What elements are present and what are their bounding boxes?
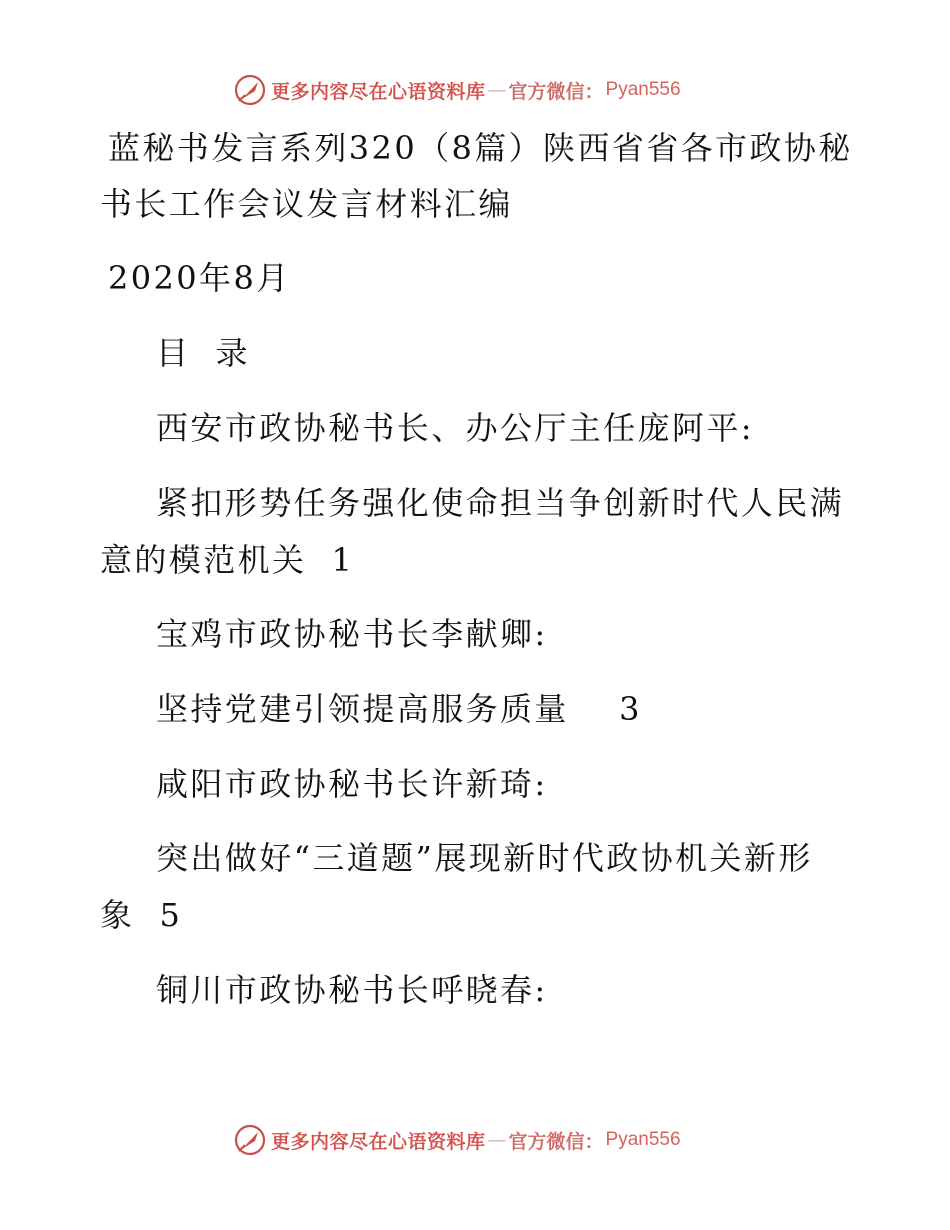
toc-entry-title: 紧扣形势任务强化使命担当争创新时代人民满	[156, 484, 845, 522]
quill-logo-icon	[233, 73, 267, 107]
banner-wechat-label: 官方微信：	[508, 1130, 604, 1153]
doc-title-line2: 书长工作会议发言材料汇编	[100, 185, 513, 223]
toc-entry-title-cont: 象 5	[100, 896, 183, 934]
doc-date: 2020年8月	[108, 259, 291, 297]
toc-speaker: 西安市政协秘书长、办公厅主任庞阿平:	[156, 409, 754, 447]
toc-entry-title: 坚持党建引领提高服务质量 3	[156, 690, 642, 728]
toc-speaker: 咸阳市政协秘书长许新琦:	[156, 765, 548, 803]
watermark-banner-top	[233, 73, 681, 107]
toc-entry-title-cont: 意的模范机关 1	[100, 541, 355, 579]
watermark-banner-bottom	[233, 1123, 681, 1157]
quill-logo-icon	[233, 1123, 267, 1157]
banner-dash: —	[487, 79, 507, 101]
toc-heading: 目 录	[156, 334, 250, 372]
banner-dash: —	[487, 1129, 507, 1151]
banner-slogan: 更多内容尽在心语资料库	[271, 1130, 486, 1153]
doc-title-line1: 蓝秘书发言系列320（8篇）陕西省省各市政协秘	[108, 129, 853, 167]
toc-speaker: 宝鸡市政协秘书长李献卿:	[156, 615, 548, 653]
banner-wechat-id: Pyan556	[605, 79, 681, 100]
banner-wechat-id: Pyan556	[605, 1129, 681, 1150]
toc-speaker: 铜川市政协秘书长呼晓春:	[156, 971, 548, 1009]
toc-entry-title: 突出做好“三道题”展现新时代政协机关新形	[156, 839, 813, 877]
banner-slogan: 更多内容尽在心语资料库	[271, 80, 486, 103]
banner-wechat-label: 官方微信：	[508, 80, 604, 103]
